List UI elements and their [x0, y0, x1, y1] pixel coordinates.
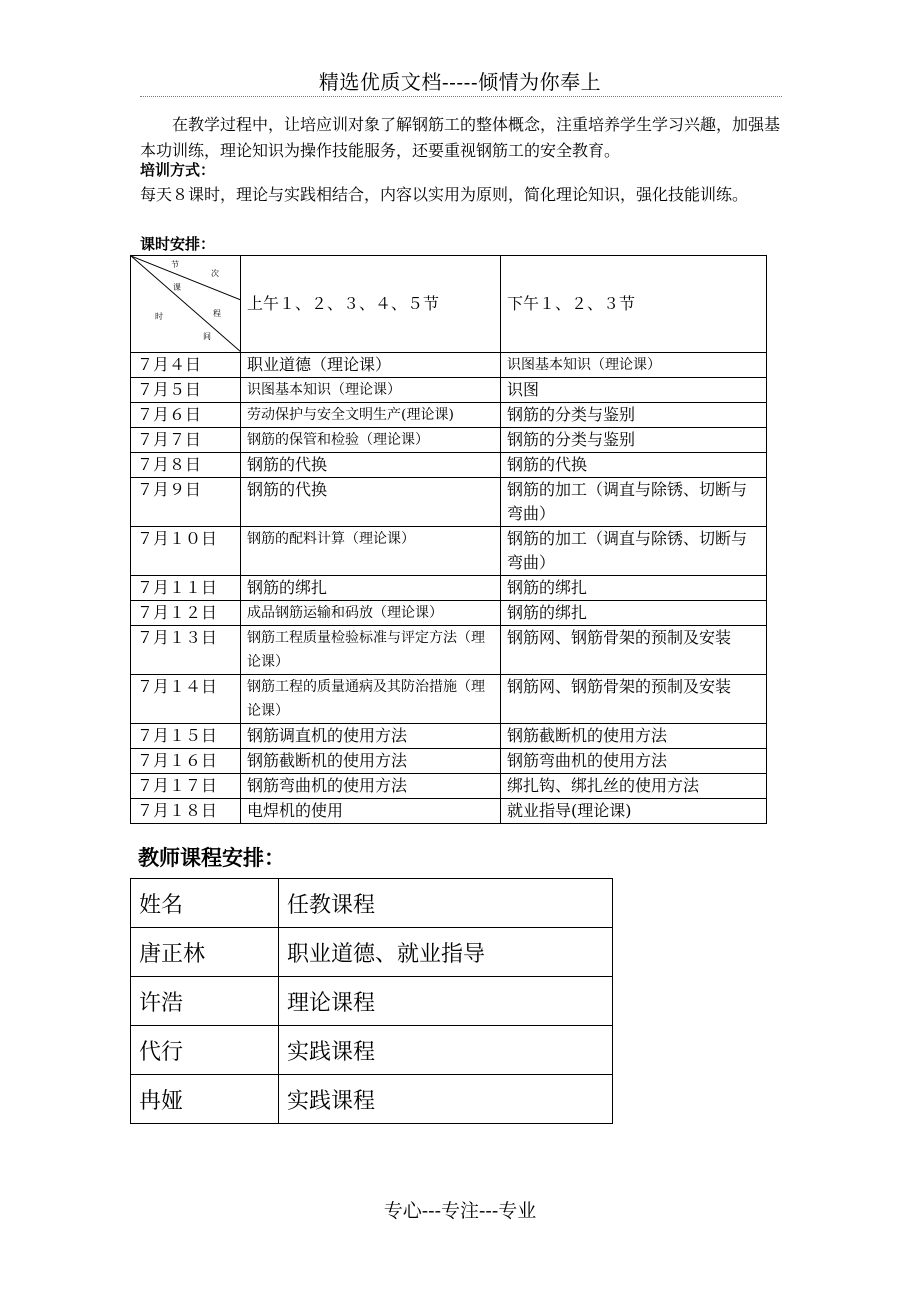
page-footer: 专心---专注---专业 [383, 1200, 537, 1222]
table-row [131, 1075, 613, 1124]
schedule-header-row [131, 256, 767, 353]
table-row [131, 453, 767, 478]
am-cell: 钢筋的绑扎 [241, 576, 501, 601]
table-row [131, 626, 767, 675]
teachers-header-row [131, 879, 613, 928]
date-cell: ７月１６日 [131, 749, 241, 774]
table-row [131, 724, 767, 749]
am-cell: 成品钢筋运输和码放（理论课） [241, 601, 501, 626]
am-cell: 钢筋的配料计算（理论课） [241, 527, 501, 576]
am-cell: 识图基本知识（理论课） [241, 378, 501, 403]
date-cell: ７月７日 [131, 428, 241, 453]
pm-cell: 识图基本知识（理论课） [501, 353, 767, 378]
date-cell: ７月１１日 [131, 576, 241, 601]
corner-label-3: 课 [173, 283, 181, 292]
table-row [131, 977, 613, 1026]
am-cell: 电焊机的使用 [241, 799, 501, 824]
am-cell: 钢筋弯曲机的使用方法 [241, 774, 501, 799]
teachers-table [130, 878, 613, 1124]
training-paragraph: 每天８课时，理论与实践相结合，内容以实用为原则，简化理论知识，强化技能训练。 [140, 185, 749, 204]
table-row [131, 774, 767, 799]
pm-cell: 钢筋截断机的使用方法 [501, 724, 767, 749]
pm-cell: 识图 [501, 378, 767, 403]
teacher-name: 唐正林 [131, 928, 279, 977]
am-cell: 钢筋的代换 [241, 478, 501, 527]
date-cell: ７月９日 [131, 478, 241, 527]
date-cell: ７月４日 [131, 353, 241, 378]
table-row [131, 576, 767, 601]
corner-label-5: 时 [155, 312, 163, 321]
date-cell: ７月１７日 [131, 774, 241, 799]
name-header: 姓名 [131, 879, 279, 928]
table-row [131, 799, 767, 824]
corner-label-6: 间 [203, 332, 211, 341]
date-cell: ７月１３日 [131, 626, 241, 675]
pm-cell: 钢筋网、钢筋骨架的预制及安装 [501, 675, 767, 724]
am-cell: 钢筋调直机的使用方法 [241, 724, 501, 749]
corner-label-4: 程 [213, 309, 221, 318]
training-heading: 培训方式： [140, 161, 216, 179]
pm-cell: 钢筋弯曲机的使用方法 [501, 749, 767, 774]
table-row [131, 428, 767, 453]
am-cell: 职业道德（理论课） [241, 353, 501, 378]
teacher-course: 实践课程 [279, 1075, 613, 1124]
am-cell: 钢筋的保管和检验（理论课） [241, 428, 501, 453]
pm-cell: 钢筋的分类与鉴别 [501, 403, 767, 428]
teacher-name: 许浩 [131, 977, 279, 1026]
am-cell: 钢筋的代换 [241, 453, 501, 478]
pm-cell: 钢筋的代换 [501, 453, 767, 478]
pm-cell: 就业指导(理论课) [501, 799, 767, 824]
col-header-pm: 下午１、２、３节 [501, 256, 767, 353]
table-row [131, 928, 613, 977]
teachers-heading: 教师课程安排： [138, 846, 285, 870]
header-divider [140, 96, 782, 97]
pm-cell: 钢筋的绑扎 [501, 576, 767, 601]
table-row [131, 353, 767, 378]
date-cell: ７月１４日 [131, 675, 241, 724]
date-cell: ７月１０日 [131, 527, 241, 576]
corner-label-2: 次 [211, 269, 219, 278]
diagonal-header-cell [131, 256, 241, 353]
pm-cell: 绑扎钩、绑扎丝的使用方法 [501, 774, 767, 799]
teacher-course: 实践课程 [279, 1026, 613, 1075]
date-cell: ７月１８日 [131, 799, 241, 824]
date-cell: ７月１５日 [131, 724, 241, 749]
table-row [131, 403, 767, 428]
pm-cell: 钢筋的加工（调直与除锈、切断与弯曲） [501, 478, 767, 527]
date-cell: ７月１２日 [131, 601, 241, 626]
pm-cell: 钢筋网、钢筋骨架的预制及安装 [501, 626, 767, 675]
teacher-name: 冉娅 [131, 1075, 279, 1124]
teacher-course: 理论课程 [279, 977, 613, 1026]
am-cell: 钢筋截断机的使用方法 [241, 749, 501, 774]
pm-cell: 钢筋的绑扎 [501, 601, 767, 626]
teacher-name: 代行 [131, 1026, 279, 1075]
schedule-heading: 课时安排： [140, 235, 216, 253]
am-cell: 劳动保护与安全文明生产(理论课) [241, 403, 501, 428]
corner-label-1: 节 [171, 260, 179, 269]
table-row [131, 675, 767, 724]
table-row [131, 527, 767, 576]
pm-cell: 钢筋的加工（调直与除锈、切断与弯曲） [501, 527, 767, 576]
diagonal-lines [131, 256, 241, 352]
table-row [131, 1026, 613, 1075]
table-row [131, 601, 767, 626]
date-cell: ７月６日 [131, 403, 241, 428]
course-header: 任教课程 [279, 879, 613, 928]
table-row [131, 478, 767, 527]
date-cell: ７月８日 [131, 453, 241, 478]
schedule-table [130, 255, 767, 824]
am-cell: 钢筋工程质量检验标准与评定方法（理论课） [241, 626, 501, 675]
table-row [131, 749, 767, 774]
page-header: 精选优质文档-----倾情为你奉上 [318, 70, 602, 94]
teacher-course: 职业道德、就业指导 [279, 928, 613, 977]
date-cell: ７月５日 [131, 378, 241, 403]
table-row [131, 378, 767, 403]
intro-paragraph: 在教学过程中，让培应训对象了解钢筋工的整体概念，注重培养学生学习兴趣，加强基本功训练，理论知识为操作技能服务，还要重视钢筋工的安全教育。 [140, 115, 781, 160]
pm-cell: 钢筋的分类与鉴别 [501, 428, 767, 453]
am-cell: 钢筋工程的质量通病及其防治措施（理论课） [241, 675, 501, 724]
col-header-am: 上午１、２、３、４、５节 [241, 256, 501, 353]
